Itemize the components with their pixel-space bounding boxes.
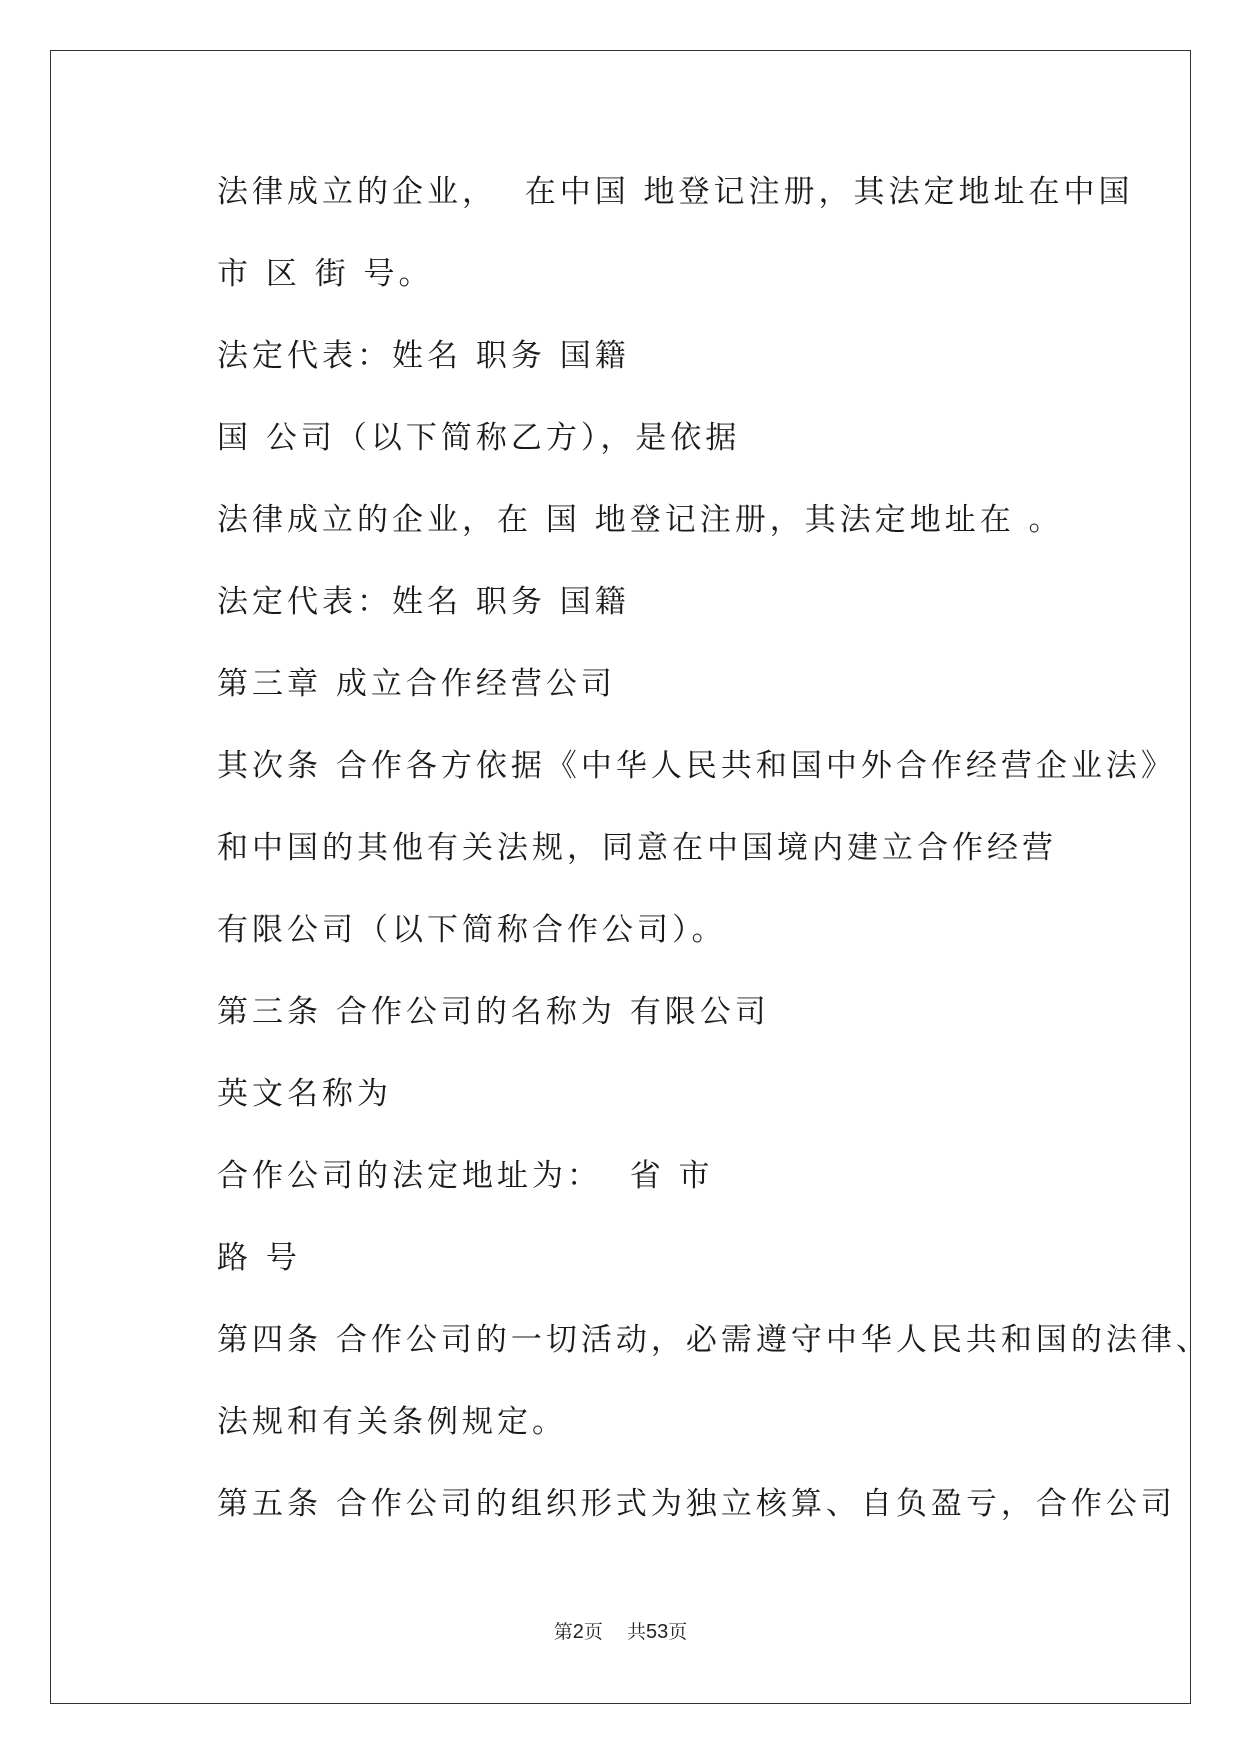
footer-total-prefix: 共 xyxy=(627,1621,647,1643)
text-line: 法规和有关条例规定。 xyxy=(217,1404,567,1440)
page-footer xyxy=(0,1617,1241,1644)
text-line: 其次条 合作各方依据《中华人民共和国中外合作经营企业法》 xyxy=(217,748,1176,784)
footer-total-suffix: 页 xyxy=(668,1621,688,1643)
text-line: 法定代表：姓名 职务 国籍 xyxy=(217,584,630,620)
text-line: 和中国的其他有关法规，同意在中国境内建立合作经营 xyxy=(217,830,1057,866)
text-line: 第五条 合作公司的组织形式为独立核算、自负盈亏，合作公司 xyxy=(217,1486,1176,1522)
document-body xyxy=(217,166,1211,1560)
total-pages-number: 53 xyxy=(646,1621,669,1643)
text-line: 市 区 街 号。 xyxy=(217,256,434,292)
current-page-number: 2 xyxy=(572,1621,584,1643)
footer-page-suffix: 页 xyxy=(583,1621,603,1643)
text-line: 第三条 合作公司的名称为 有限公司 xyxy=(217,994,770,1030)
text-line: 国 公司（以下简称乙方），是依据 xyxy=(217,420,741,456)
text-line: 法律成立的企业，在 国 地登记注册，其法定地址在 。 xyxy=(217,502,1064,538)
text-line: 第四条 合作公司的一切活动，必需遵守中华人民共和国的法律、 xyxy=(217,1322,1211,1358)
text-line: 法律成立的企业， 在中国 地登记注册，其法定地址在中国 xyxy=(217,174,1134,210)
footer-prefix: 第 xyxy=(553,1621,573,1643)
text-line: 路 号 xyxy=(217,1240,301,1276)
text-line: 英文名称为 xyxy=(217,1076,392,1112)
text-line: 合作公司的法定地址为： 省 市 xyxy=(217,1158,714,1194)
text-line: 有限公司（以下简称合作公司）。 xyxy=(217,912,727,948)
chapter-heading: 第三章 成立合作经营公司 xyxy=(217,666,616,702)
text-line: 法定代表：姓名 职务 国籍 xyxy=(217,338,630,374)
